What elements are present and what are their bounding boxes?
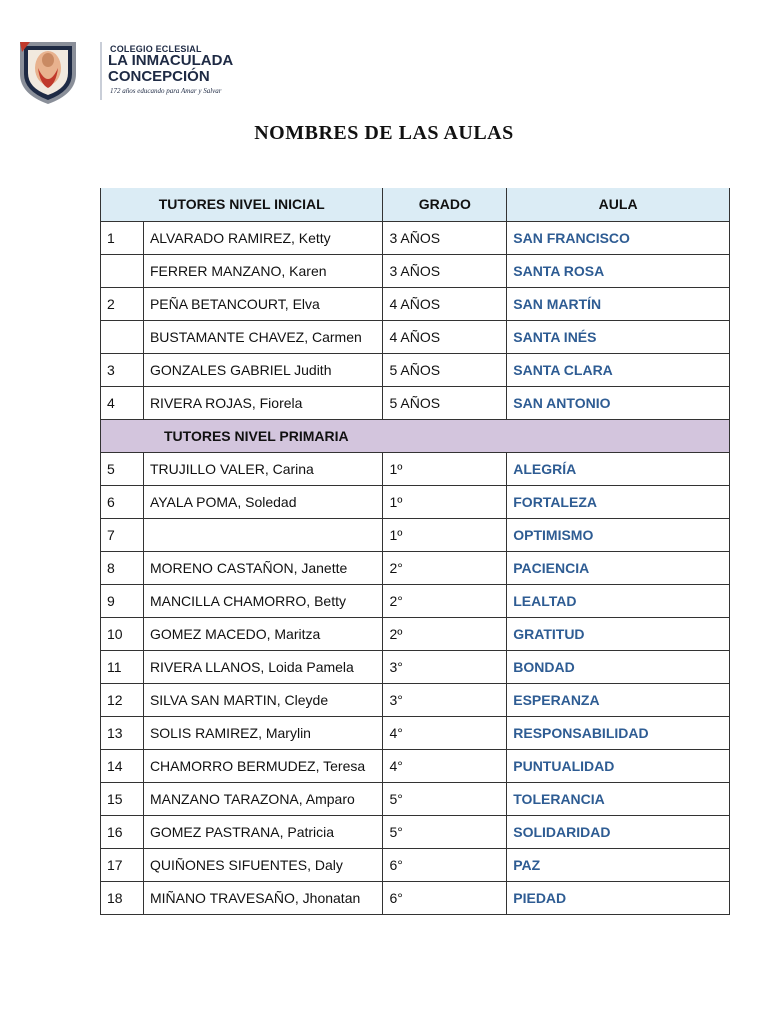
- table-row: [101, 518, 730, 551]
- aulas-table: [100, 188, 730, 915]
- cell-aula: FORTALEZA: [507, 485, 730, 518]
- cell-name: MIÑANO TRAVESAÑO, Jhonatan: [143, 881, 383, 914]
- cell-num: [101, 320, 144, 353]
- cell-grado: 5 AÑOS: [383, 353, 507, 386]
- page-title: NOMBRES DE LAS AULAS: [254, 122, 514, 144]
- cell-grado: 6°: [383, 848, 507, 881]
- table-row: [101, 221, 730, 254]
- cell-num: [101, 254, 144, 287]
- cell-aula: BONDAD: [507, 650, 730, 683]
- cell-num: 16: [101, 815, 144, 848]
- table-row: [101, 320, 730, 353]
- school-logo: [14, 38, 234, 108]
- school-name-line1: LA INMACULADA: [108, 52, 234, 69]
- cell-name: GOMEZ MACEDO, Maritza: [143, 617, 383, 650]
- cell-grado: 4°: [383, 749, 507, 782]
- cell-grado: 4 AÑOS: [383, 287, 507, 320]
- cell-grado: 3°: [383, 683, 507, 716]
- header-tutores-primaria: TUTORES NIVEL PRIMARIA: [101, 419, 730, 452]
- cell-aula: PIEDAD: [507, 881, 730, 914]
- cell-aula: SOLIDARIDAD: [507, 815, 730, 848]
- cell-num: 3: [101, 353, 144, 386]
- cell-aula: SANTA INÉS: [507, 320, 730, 353]
- table-row: [101, 452, 730, 485]
- cell-num: 12: [101, 683, 144, 716]
- cell-name: MANCILLA CHAMORRO, Betty: [143, 584, 383, 617]
- cell-name: ALVARADO RAMIREZ, Ketty: [143, 221, 383, 254]
- cell-grado: 1º: [383, 485, 507, 518]
- table-row: [101, 617, 730, 650]
- table-row: [101, 287, 730, 320]
- cell-name: CHAMORRO BERMUDEZ, Teresa: [143, 749, 383, 782]
- table-row: [101, 815, 730, 848]
- cell-aula: SANTA CLARA: [507, 353, 730, 386]
- cell-grado: 3°: [383, 650, 507, 683]
- table-header-row: [101, 188, 730, 221]
- table-row: [101, 749, 730, 782]
- cell-aula: PACIENCIA: [507, 551, 730, 584]
- table-row: [101, 584, 730, 617]
- cell-grado: 5 AÑOS: [383, 386, 507, 419]
- cell-num: 13: [101, 716, 144, 749]
- cell-name: QUIÑONES SIFUENTES, Daly: [143, 848, 383, 881]
- cell-name: TRUJILLO VALER, Carina: [143, 452, 383, 485]
- table-row: [101, 881, 730, 914]
- primaria-rows: [101, 452, 730, 914]
- cell-name: PEÑA BETANCOURT, Elva: [143, 287, 383, 320]
- cell-name: RIVERA LLANOS, Loida Pamela: [143, 650, 383, 683]
- school-crest-icon: [16, 38, 80, 106]
- table-row: [101, 683, 730, 716]
- cell-name: [143, 518, 383, 551]
- cell-aula: SAN FRANCISCO: [507, 221, 730, 254]
- school-motto: 172 años educando para Amar y Salvar: [110, 87, 222, 95]
- table-row: [101, 848, 730, 881]
- cell-name: AYALA POMA, Soledad: [143, 485, 383, 518]
- cell-grado: 1º: [383, 452, 507, 485]
- cell-aula: SAN MARTÍN: [507, 287, 730, 320]
- table-row: [101, 386, 730, 419]
- cell-num: 11: [101, 650, 144, 683]
- cell-num: 8: [101, 551, 144, 584]
- cell-grado: 6°: [383, 881, 507, 914]
- cell-num: 9: [101, 584, 144, 617]
- school-name-line2: CONCEPCIÓN: [108, 68, 210, 85]
- table-row: [101, 716, 730, 749]
- cell-aula: LEALTAD: [507, 584, 730, 617]
- cell-num: 6: [101, 485, 144, 518]
- cell-grado: 4 AÑOS: [383, 320, 507, 353]
- cell-aula: OPTIMISMO: [507, 518, 730, 551]
- section-row-primaria: [101, 419, 730, 452]
- cell-aula: SAN ANTONIO: [507, 386, 730, 419]
- cell-aula: GRATITUD: [507, 617, 730, 650]
- cell-num: 14: [101, 749, 144, 782]
- cell-num: 4: [101, 386, 144, 419]
- cell-grado: 1º: [383, 518, 507, 551]
- cell-grado: 2º: [383, 617, 507, 650]
- table-row: [101, 551, 730, 584]
- cell-grado: 2°: [383, 584, 507, 617]
- cell-grado: 3 AÑOS: [383, 221, 507, 254]
- cell-name: GOMEZ PASTRANA, Patricia: [143, 815, 383, 848]
- cell-name: BUSTAMANTE CHAVEZ, Carmen: [143, 320, 383, 353]
- cell-name: FERRER MANZANO, Karen: [143, 254, 383, 287]
- cell-grado: 5°: [383, 782, 507, 815]
- header-grado: GRADO: [383, 188, 507, 221]
- cell-num: 10: [101, 617, 144, 650]
- cell-num: 2: [101, 287, 144, 320]
- cell-aula: TOLERANCIA: [507, 782, 730, 815]
- cell-aula: RESPONSABILIDAD: [507, 716, 730, 749]
- table-row: [101, 353, 730, 386]
- cell-aula: SANTA ROSA: [507, 254, 730, 287]
- cell-grado: 5°: [383, 815, 507, 848]
- header-aula: AULA: [507, 188, 730, 221]
- cell-name: GONZALES GABRIEL Judith: [143, 353, 383, 386]
- cell-num: 17: [101, 848, 144, 881]
- cell-name: RIVERA ROJAS, Fiorela: [143, 386, 383, 419]
- table-row: [101, 782, 730, 815]
- cell-grado: 4°: [383, 716, 507, 749]
- cell-num: 7: [101, 518, 144, 551]
- cell-name: SILVA SAN MARTIN, Cleyde: [143, 683, 383, 716]
- cell-name: MANZANO TARAZONA, Amparo: [143, 782, 383, 815]
- cell-aula: PAZ: [507, 848, 730, 881]
- cell-num: 15: [101, 782, 144, 815]
- cell-num: 1: [101, 221, 144, 254]
- table-row: [101, 254, 730, 287]
- header-tutores-inicial: TUTORES NIVEL INICIAL: [101, 188, 383, 221]
- cell-name: SOLIS RAMIREZ, Marylin: [143, 716, 383, 749]
- cell-num: 5: [101, 452, 144, 485]
- cell-num: 18: [101, 881, 144, 914]
- inicial-rows: [101, 221, 730, 419]
- cell-grado: 2°: [383, 551, 507, 584]
- cell-aula: PUNTUALIDAD: [507, 749, 730, 782]
- cell-grado: 3 AÑOS: [383, 254, 507, 287]
- logo-divider: [100, 42, 102, 100]
- cell-name: MORENO CASTAÑON, Janette: [143, 551, 383, 584]
- table-row: [101, 650, 730, 683]
- cell-aula: ALEGRÍA: [507, 452, 730, 485]
- cell-aula: ESPERANZA: [507, 683, 730, 716]
- table-row: [101, 485, 730, 518]
- school-label: COLEGIO ECLESIAL: [110, 44, 202, 54]
